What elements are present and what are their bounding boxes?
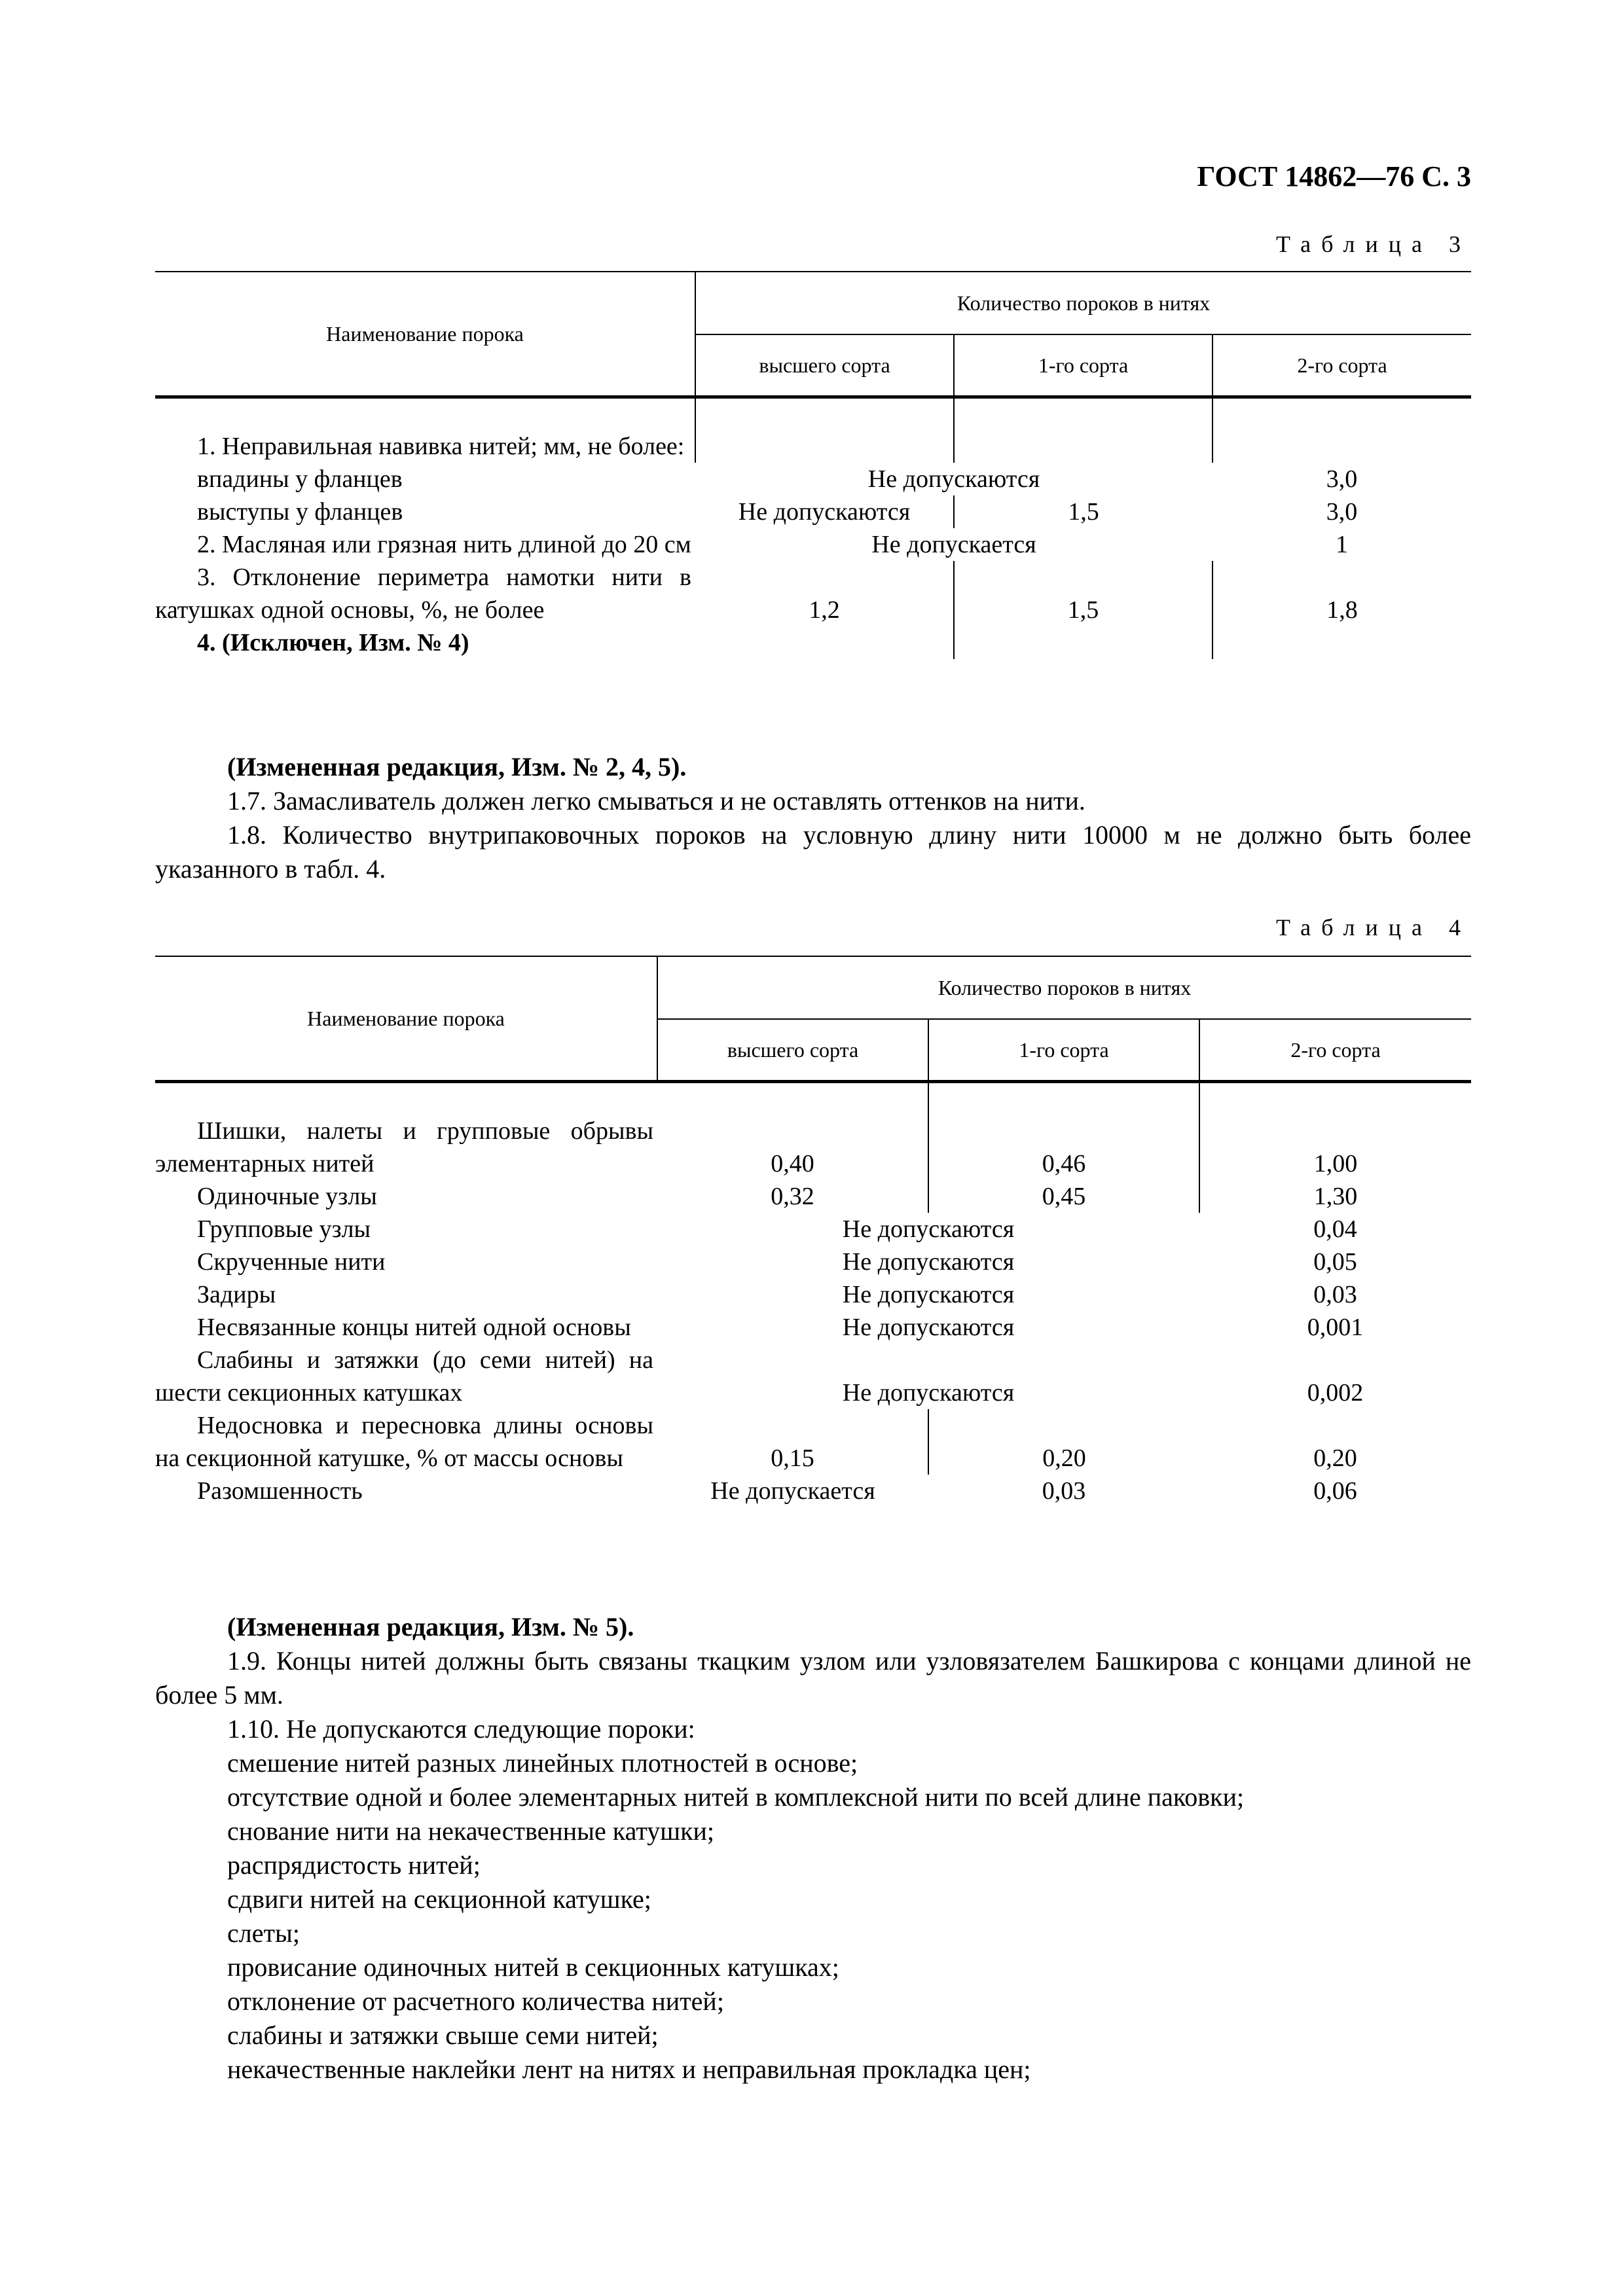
cell-value: 3,0 — [1326, 498, 1358, 526]
amendment-note: (Измененная редакция, Изм. № 2, 4, 5). — [227, 752, 687, 781]
table4-header-grade-top: высшего сорта — [657, 1019, 928, 1082]
cell-value: Не допускаются — [842, 1215, 1015, 1243]
table3-header-grade-1: 1-го сорта — [954, 334, 1213, 397]
cell-value: 0,46 — [928, 1115, 1199, 1180]
cell-value: 0,03 — [1313, 1281, 1357, 1308]
row-name: Групповые узлы — [197, 1215, 371, 1243]
row-name: Шишки, налеты и групповые обрывы элементарных нитей — [155, 1117, 653, 1177]
table3-header-name: Наименование порока — [155, 272, 695, 397]
cell-value: 1,2 — [809, 596, 840, 624]
cell-value: 0,06 — [1313, 1477, 1357, 1505]
table-row — [155, 1311, 1471, 1344]
table-row — [155, 561, 1471, 626]
table4 — [155, 956, 1471, 1507]
cell-value: Не допускаются — [842, 1281, 1015, 1308]
cell-value: Не допускается — [710, 1477, 875, 1505]
cell-value: 0,001 — [1307, 1314, 1364, 1341]
cell-value: 0,45 — [928, 1180, 1199, 1213]
clause-1-10: 1.10. Не допускаются следующие пороки: — [227, 1714, 695, 1744]
cell-value: 1 — [1336, 531, 1348, 558]
row-name: Одиночные узлы — [197, 1183, 377, 1210]
table-row — [155, 528, 1471, 561]
cell-value: Не допускаются — [842, 1248, 1015, 1276]
list-item: смешение нитей разных линейных плотностей в основе; — [227, 1748, 858, 1778]
row-name: Задиры — [197, 1281, 276, 1308]
row-name: выступы у фланцев — [197, 498, 403, 526]
cell-value: 0,20 — [928, 1409, 1199, 1475]
table4-header-grade-1: 1-го сорта — [928, 1019, 1199, 1082]
cell-value: 1,5 — [954, 561, 1213, 626]
page-header: ГОСТ 14862—76 С. 3 — [1197, 160, 1471, 192]
cell-value: 0,04 — [1313, 1215, 1357, 1243]
list-item: провисание одиночных нитей в секционных катушках; — [227, 1952, 839, 1982]
table-row — [155, 1409, 1471, 1475]
table-row — [155, 430, 1471, 463]
table3-caption: Таблица 3 — [1276, 231, 1471, 257]
row-name: 3. Отклонение периметра намотки нити в катушках одной основы, %, не более — [155, 564, 691, 624]
row-name: Скрученные нити — [197, 1248, 386, 1276]
list-item: отсутствие одной и более элементарных нитей в комплексной нити по всей длине паковки; — [227, 1782, 1245, 1812]
table-row — [155, 495, 1471, 528]
cell-value: 1,5 — [954, 495, 1213, 528]
table4-header-grade-2: 2-го сорта — [1199, 1019, 1471, 1082]
clause-1-9: 1.9. Концы нитей должны быть связаны ткацким узлом или узловязателем Башкирова с концами длиной не более 5 мм. — [155, 1646, 1471, 1710]
clause-1-7: 1.7. Замасливатель должен легко смываться и не оставлять оттенков на нити. — [227, 786, 1085, 816]
table-row — [155, 463, 1471, 495]
table-row — [155, 1246, 1471, 1278]
cell-value: 0,40 — [771, 1150, 814, 1177]
cell-value: 1,8 — [1213, 561, 1471, 626]
table4-header-count: Количество пороков в нитях — [657, 956, 1471, 1019]
cell-value: Не допускаются — [738, 498, 911, 526]
row-name: 4. (Исключен, Изм. № 4) — [197, 629, 469, 656]
list-item: снование нити на некачественные катушки; — [227, 1816, 715, 1846]
cell-value: Не допускаются — [867, 465, 1040, 493]
cell-value: 0,05 — [1313, 1248, 1357, 1276]
table3-header-count: Количество пороков в нитях — [695, 272, 1471, 334]
cell-value: Не допускается — [871, 531, 1036, 558]
table-row — [155, 626, 1471, 659]
cell-value: 1,00 — [1199, 1115, 1471, 1180]
cell-value: 3,0 — [1326, 465, 1358, 493]
row-name: Слабины и затяжки (до семи нитей) на шести секционных катушках — [155, 1346, 653, 1407]
row-name: Недосновка и пересновка длины основы на секционной катушке, % от массы основы — [155, 1412, 653, 1472]
table3 — [155, 271, 1471, 659]
table-row — [155, 1475, 1471, 1507]
table-row — [155, 1278, 1471, 1311]
list-item: некачественные наклейки лент на нитях и неправильная прокладка цен; — [227, 2054, 1031, 2084]
row-name: Несвязанные концы нитей одной основы — [197, 1314, 631, 1341]
table-row — [155, 1180, 1471, 1213]
row-name: 2. Масляная или грязная нить длиной до 20 см — [197, 531, 691, 558]
cell-value: 1,30 — [1199, 1180, 1471, 1213]
row-name: Разомшенность — [197, 1477, 363, 1505]
cell-value: 0,03 — [1042, 1477, 1086, 1505]
cell-value: 0,32 — [771, 1183, 814, 1210]
table3-header-grade-top: высшего сорта — [695, 334, 954, 397]
row-name: впадины у фланцев — [197, 465, 403, 493]
table4-header-name: Наименование порока — [155, 956, 657, 1082]
row-name: 1. Неправильная навивка нитей; мм, не более: — [197, 433, 685, 460]
clause-1-8: 1.8. Количество внутрипаковочных пороков на условную длину нити 10000 м не должно быть более указанного в табл. 4. — [155, 820, 1471, 884]
table-row — [155, 1344, 1471, 1409]
amendment-note: (Измененная редакция, Изм. № 5). — [227, 1612, 634, 1641]
list-item: слабины и затяжки свыше семи нитей; — [227, 2020, 659, 2050]
table4-caption: Таблица 4 — [1276, 914, 1471, 941]
table-row — [155, 1213, 1471, 1246]
cell-value: 0,20 — [1313, 1444, 1357, 1472]
cell-value: Не допускаются — [842, 1314, 1015, 1341]
list-item: сдвиги нитей на секционной катушке; — [227, 1884, 651, 1914]
cell-value: Не допускаются — [842, 1379, 1015, 1407]
cell-value: 0,15 — [771, 1444, 814, 1472]
list-item: распрядистость нитей; — [227, 1850, 481, 1880]
list-item: слеты; — [227, 1918, 300, 1948]
cell-value: 0,002 — [1307, 1379, 1364, 1407]
table-row — [155, 1115, 1471, 1180]
table3-header-grade-2: 2-го сорта — [1213, 334, 1471, 397]
list-item: отклонение от расчетного количества нитей; — [227, 1986, 724, 2016]
